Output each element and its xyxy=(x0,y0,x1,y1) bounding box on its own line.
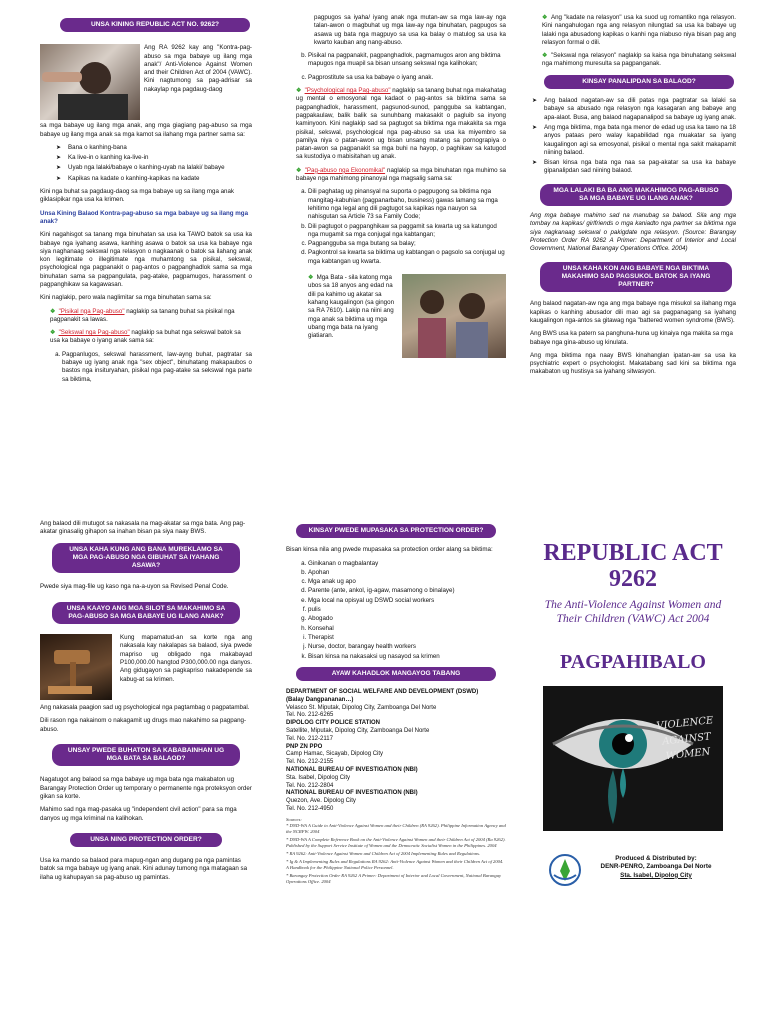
produced-by-label: Produced & Distributed by: xyxy=(615,854,697,862)
list-item: a. Pagpanlugos, sekswal harassment, law-ayng buhat, pagtratar sa babaye ug iyang anak nga "sex object", binuhatang makapaubos o bastos nga insituryahan, pisikal nga pag-atake sa sekswal nga parte sa biktima, xyxy=(62,351,252,384)
woman-portrait-photo xyxy=(40,44,140,120)
sexual-abuse-list xyxy=(40,351,252,384)
intro-paragraph-right: Ang RA 9262 kay ang "Kontra-pag-abuso sa mga babaye ug ilang mga anak"/ Anti-Violence Against Women and their Children Act of 2004 (VAWC). Kini nagtumong sa pag-adrisar sa nakaylap nga pagdaug-daog xyxy=(144,44,252,93)
list-item: ➤ Uyab nga lalaki/babaye o kanhing-uyab na lalaki/ babaye xyxy=(68,164,252,172)
bws-paragraph-1: Ang balaod nagatan-aw nga ang mga babaye nga misukol sa ilahang mga kapikas o kanhing abusador dili mao agi sa pagpanagang sa iyahang kaugalingon nga-antos sa gitawag nga "battered women syndrome (BWS). xyxy=(530,300,736,324)
list-item: ➤ Ka live-in o kanhing ka-live-in xyxy=(68,154,252,162)
sources-block xyxy=(286,817,506,885)
physical-abuse-bullet xyxy=(40,308,252,325)
economic-abuse-term: "Pag-abuso nga Ekonomikal" xyxy=(304,166,386,174)
panel-3 xyxy=(530,14,736,382)
panel-2 xyxy=(286,14,506,364)
diamond-bullet-icon: ❖ xyxy=(296,166,302,174)
economic-abuse-list xyxy=(286,188,506,266)
source-item: * Ig & A Implementing Rules and Regulations RA 9262: Anti-Violence Against Women and their Children Act of 2004. A Handbook for the Philippine National Police Personnel. xyxy=(286,858,504,870)
agency-directory xyxy=(286,689,506,814)
psychological-abuse-term: "Psychological nga Pag-abuso" xyxy=(304,87,391,95)
list-item: ➤ Ang balaod nagatan-aw sa dili patas nga pagtratar sa lalaki sa babaye sa abusado nga relasyon nga kasagaran ang babaye ang apa-alaot. Busa, ang balaod nagapanalipod sa babaye ug iyang anak. xyxy=(544,97,736,122)
agency-name: PNP ZN PPO xyxy=(286,743,323,750)
physical-abuse-text: naglakip sa tanang buhat sa pisikal nga pagpanakit sa lawas. xyxy=(50,307,235,323)
eye-illustration xyxy=(543,686,723,831)
economic-abuse-text: naglakip sa mga binuhatan nga muhimo sa babaye nga mahimong pinanoyal nga magsalig sama sa: xyxy=(296,166,506,183)
no-excuse-text: Dili rason nga nakainom o nakagamit ug drugs mao nakahimo sa pagpang-abuso. xyxy=(40,717,247,733)
cover-pamphlet-label: PAGPAHIBALO xyxy=(560,650,706,673)
agency-nbi-2 xyxy=(286,790,506,813)
source-item: * RA 9262: Anti-Violence Against Women and Children Act of 2004 Implementing Rules and Regulations. xyxy=(286,850,481,856)
list-item: f. pulis xyxy=(308,606,506,614)
section-header-who-can-file: KINSAY PWEDE MUPASAKA SA PROTECTION ORDER? xyxy=(296,524,496,538)
diamond-bullet-icon: ❖ xyxy=(542,14,548,21)
sexual-abuse-term: "Sekswal nga Pag-abuso" xyxy=(58,329,130,337)
section-header-what-can-victims-do: UNSAY PWEDE BUHATON SA KABABAINHAN UG MGA BATA SA BALAOD? xyxy=(52,744,240,766)
list-item: c. Pagprostitute sa usa ka babaye o iyang anak. xyxy=(308,74,506,82)
diamond-bullet-icon: ❖ xyxy=(542,52,548,60)
agency-tel: Tel. No. 212-2155 xyxy=(286,759,334,766)
agency-dswd xyxy=(286,689,506,720)
includes-paragraph: Kini naglakip, pero wala naglimitar sa mga binuhatan sama sa: xyxy=(40,294,212,302)
agency-address: Velasco St. Miputak, Dipolog City, Zamboanga Del Norte xyxy=(286,704,437,711)
counseling-text: Ang nakasala paagion sad ug psychological nga pagtambag o pagpatambal. xyxy=(40,704,250,712)
sources-label: Sources: xyxy=(286,816,302,822)
agency-name: DIPOLOG CITY POLICE STATION xyxy=(286,720,381,727)
children-photo xyxy=(402,274,506,358)
economic-abuse-bullet xyxy=(286,167,506,184)
list-item: e. Mga local na opisyal ug DSWD social workers xyxy=(308,597,506,605)
bws-paragraph-3: Ang mga biktima nga naay BWS kinahanglan ipatan-aw sa usa ka psychiatric expert o psychologist. Makatabang sad kini sa biktima nga makabaton ug hustisya sa iyahang sitwasyon. xyxy=(530,351,736,376)
diamond-bullet-icon: ❖ xyxy=(50,329,56,337)
diamond-bullet-icon: ❖ xyxy=(308,274,314,282)
partners-list xyxy=(54,144,252,183)
eye-text-line: AGAINST xyxy=(661,730,712,747)
list-item: k. Bisan kinsa na nakasaksi ug nasayod sa krimen xyxy=(308,653,506,661)
who-can-file-intro: Bisan kinsa nila ang pwede mupasaka sa protection order alang sa biktima: xyxy=(286,546,493,554)
section-header-self-defense: UNSA KAHA KON ANG BABAYE NGA BIKTIMA MAKAHIMO SAD PAGSUKOL BATOK SA IYANG PARTNER? xyxy=(540,262,732,293)
agency-pnp xyxy=(286,744,506,767)
source-item: * Barangay Protection Order RA 9262 A Primer: Department of Interior and Local Government, National Barangay Operations Office. 2004 xyxy=(286,872,502,884)
dating-definition xyxy=(530,14,736,47)
children-text: - sila katong mga ubos sa 18 anyos ang edad na dili pa kahimo ug akatar sa kahang kaugalingon (sa gingon sa RA 7610). Lakip na niini ang mga anak sa biktima ug mga ubang mga bata na iyang giatiaran. xyxy=(308,274,395,340)
section-header-penalties: UNSA KAAYO ANG MGA SILOT SA MAKAHIMO SA PAG-ABUSO SA MGA BABAYE UG ILANG ANAK? xyxy=(52,602,240,624)
section-header-can-women-abuse: MGA LALAKI BA BA ANG MAKAHIMOG PAG-ABUSO SA MGA BABAYE UG ILANG ANAK? xyxy=(540,184,732,206)
list-item: ➤ Ang mga biktima, mga bata nga menor de edad ug usa ka tawo na 18 anyos pataas pero walay kapabilidad nga muakatar sa iyang kaugalingon agi sa emosyonal, pisikal o mental nga sakit makapamit niining balaod. xyxy=(544,124,736,157)
list-item: ➤ Kapikas na kadate o kanhing-kapikas na kadate xyxy=(68,175,252,183)
who-can-file-list xyxy=(286,560,506,661)
list-item: c. Mga anak ug apo xyxy=(308,578,506,586)
list-item: ➤ Bisan kinsa nga bata nga naa sa pag-akatar sa usa ka babaye gipanalipdan sad niining balaod. xyxy=(544,159,736,176)
producer-location: Sta. Isabel, Dipolog City xyxy=(620,871,692,879)
list-item: d. Pagkontrol sa kwarta sa biktima ug kabtangan o pagsolo sa conjugal ug mga kabtangan ug kwarta. xyxy=(308,249,506,266)
agency-nbi-1 xyxy=(286,767,506,790)
sexual-abuse-list-cont xyxy=(286,52,506,82)
agency-tel: Tel. No. 212-4950 xyxy=(286,805,334,812)
denr-logo-icon xyxy=(548,853,582,887)
husband-complaint-text: Pwede siya mag-file ug kaso nga na-a-uyon sa Revised Penal Code. xyxy=(40,583,229,591)
cover-subtitle: The Anti-Violence Against Women and Their Children (VAWC) Act 2004 xyxy=(544,598,722,626)
agency-tel: Tel. No. 212-6265 xyxy=(286,712,334,719)
sexual-relation-text: "Sekswal nga relasyon" naglakip sa kaisa nga binuhatang sekswal nga mahimong muresulta sa pagpanganak. xyxy=(542,52,736,68)
sexual-abuse-bullet xyxy=(40,329,252,346)
agency-name: DEPARTMENT OF SOCIAL WELFARE AND DEVELOPMENT (DSWD) xyxy=(286,689,479,696)
list-item: i. Therapist xyxy=(308,634,506,642)
civil-action-text: Mahimo sad nga mag-pasaka ug "independent civil action" para sa mga danyos ug mga kriminal na kalihokan. xyxy=(40,806,237,822)
eye-text-line: VIOLENCE xyxy=(655,714,714,732)
subheading-what-law: Unsa Kining Balaod Kontra-pag-abuso sa mga babaye ug sa ilang mga anak? xyxy=(40,209,249,225)
eye-text-line: WOMEN xyxy=(665,746,711,762)
children-bullet xyxy=(286,274,396,340)
agency-address: Sta. Isabel, Dipolog City xyxy=(286,774,351,781)
list-item: b. Apohan xyxy=(308,569,506,577)
cover-title-line-1: REPUBLIC ACT xyxy=(543,540,723,566)
list-item: b. Pisikal na pagpanakit, pagpanghadlok, pagmamugos aron ang biktima mapugos nga muapil sa bisan unsang sekswal nga kalihokan; xyxy=(308,52,506,69)
dating-text: Ang "kadate na relasyon" usa ka suod ug romantiko nga relasyon. Kini nangahulogan nga ang relasyon nilungtad sa usa ka babaye ug lalaki nga abusadong kapikas o kanhi nga niabuso niya bisan pag ang relasyon formal o dili. xyxy=(542,14,736,46)
agency-address: Quezon, Ave. Dipolog City xyxy=(286,798,356,805)
agency-tel: Tel. No. 212-2117 xyxy=(286,735,333,742)
definition-paragraph: Kini nagahisgot sa tanang mga binuhatan sa usa ka TAWO batok sa usa ka babaye nga iyahang asawa, kanhing asawa o batok sa usa ka babaye nga siya naghanaag sekswal nga relasyon o nagkaanak o batok sa ilahang anak kon legitimate o illegitimate nga muhamtong sa pisikal, sekswal, psychological nga pagpanakit o pag-antos o pagpanghadlok sama sa mga binuhatan sama sa pagpangulata, pag-atake, pagpamugos, harassment o pagpanghikaw sa kagawasan. xyxy=(40,231,252,288)
agency-sub: (Balay Dangpananan…) xyxy=(286,696,354,703)
agency-police xyxy=(286,720,506,743)
diamond-bullet-icon: ❖ xyxy=(296,87,302,95)
agency-name: NATIONAL BUREAU OF INVESTIGATION (NBI) xyxy=(286,790,418,797)
agency-tel: Tel. No. 212-2804 xyxy=(286,782,334,789)
panel-1 xyxy=(40,18,252,389)
portrait-illustration xyxy=(40,44,140,120)
panel-6-cover xyxy=(536,540,730,893)
list-item: ➤ Bana o kanhing-bana xyxy=(68,144,252,152)
panel-5 xyxy=(286,524,506,884)
children-illustration xyxy=(402,274,506,358)
section-header-who-protected: KINSAY PANALIPDAN SA BALAOD? xyxy=(544,75,734,89)
crime-paragraph: Kini nga buhat sa pagdaug-daog sa mga babaye ug sa ilang mga anak giklasipikar nga usa ka krimen. xyxy=(40,188,235,204)
list-item: a. Ginikanan o magbalantay xyxy=(308,560,506,568)
panel-4 xyxy=(40,520,252,887)
custody-paragraph: Ang balaod dili mutugot sa nakasala na mag-akatar sa mga bata. Ang pag-akatar ginasalig gihapon sa inahan bisan pa siya naay BWS. xyxy=(40,520,246,536)
diamond-bullet-icon: ❖ xyxy=(50,307,56,315)
sexual-abuse-text: naglakip sa buhat nga sekswal batok sa usa ka babaye o iyang anak sama sa: xyxy=(50,329,241,345)
women-liable-paragraph: Ang mga babaye mahimo sad na manubag sa balaod. Sila ang mga tombay na kapikas/ girlfriends o mga kaniadto nga partner sa biktima nga siya nagkanaag sekswal o pakigdate nga relasyon. (Source: Barangay Protection Order RA 9262 A Primer: Department of Interior and Local Government, National Barangay Operations Office. 2004) xyxy=(530,212,736,253)
list-item: j. Nurse, doctor, barangay health workers xyxy=(308,643,506,651)
eye-overlay-text xyxy=(656,713,718,765)
list-item: g. Abogado xyxy=(308,615,506,623)
producer-block xyxy=(536,853,730,893)
cover-title-line-2: 9262 xyxy=(609,566,657,593)
psychological-abuse-text: naglakip sa tanang buhat nga makahatag ug mental o emosyonal nga kadaot o pag-antos sa biktima sama sa pagpanghadlok, harassment, pagsunod-sunod, pangguba sa kabtangan, pagpakaulaw, balik balik sa sunuhbang makasakit o pagluib sa inyong kaminyoon. Kini naglakip sad sa pagtugot sa biktima nga makakita sa mga pisikal, sekswal, psychological nga pag-abuso sa usa ka miyembro sa pamilya niya o patan-awon ug bisan unsang matang sa pornograpiya o patan-awon sa pagpanakit sa mga buhi na hayop, o paghikaw sa katugod sa kustodiya o mabisitahan ug anak. xyxy=(296,87,506,161)
gavel-photo xyxy=(40,634,112,700)
agency-name: NATIONAL BUREAU OF INVESTIGATION (NBI) xyxy=(286,767,418,773)
list-item: b. Dili pagtugot o pagpanghikaw sa paggamit sa kwarta ug sa katungod nga mugamit sa mga conjugal nga kabtangan; xyxy=(308,223,506,240)
protected-list xyxy=(530,97,736,176)
intro-paragraph-cont: sa mga babaye ug ilang mga anak, ang mga giagiang pag-abuso sa mga babaye ug ilang mga anak sa mga kamot sa ilahang mga partner sama sa: xyxy=(40,122,252,138)
section-header-ask-help: AYAW KAHADLOK MANGAYOG TABANG xyxy=(296,667,496,681)
list-item: h. Konsehal xyxy=(308,625,506,633)
source-item: * DND-WA A Guide to Anti-Violence Against Women and their Children (RA 9262). Philippine Information Agency and the NCRFW. 2004 xyxy=(286,822,506,834)
continued-text: pagpugos sa iyaha/ iyang anak nga mutan-aw sa mga law-ay nga talan-awon o magbuhat ug mga law-ay nga binuhatan, pagpugos sa asawa ug bata nga magpuyo sa usa ka balay o matulog sa usa ka kwarto kauban ang nang-abuso. xyxy=(314,14,506,46)
section-header-husband-complaint: UNSA KAHA KUNG ANG BANA MUREKLAMO SA MGA PAG-ABUSO NGA GIBUHAT SA IYAHANG ASAWA? xyxy=(52,543,240,574)
producer-office: DENR-PENRO, Zamboanga Del Norte xyxy=(600,863,712,871)
children-label: Mga Bata xyxy=(316,274,344,282)
agency-address: Satellite, Miputak, Dipolog City, Zamboanga Del Norte xyxy=(286,728,430,735)
list-item: c. Pagpangguba sa mga butang sa balay; xyxy=(308,240,506,248)
source-item: * DND-WA A Complete Reference Book on the Anti-Violence Against Women and their Children Act of 2004 (Ra 9262). Published by the Support Service Institute of Women and the Democratic Socialist Women in the Philippines. 2004 xyxy=(286,836,506,848)
list-item: d. Parente (ante, ankol, ig-agaw, masamong o binalaye) xyxy=(308,587,506,595)
protection-order-definition: Usa ka mando sa balaod para mapug-ngan ang dugang pa nga pamintas batok sa mga babaye ug iyang anak. Kini adunay tumong nga matagaan sa ilaha ug kahupayan sa pag-abuso ug pamintas. xyxy=(40,857,248,881)
list-item: a. Dili paghatag ug pinansyal na suporta o pagpugong sa biktima nga mangitag-kabuhian (pagpanarbaho, business) gawas lamang sa mga lehitimo nga legal ang dili pagtugot sa kapikas nga nauyon sa nahisgutan sa Article 73 sa Family Code; xyxy=(308,188,506,221)
physical-abuse-term: "Pisikal nga Pag-abuso" xyxy=(58,307,125,315)
section-header-protection-order: UNSA NING PROTECTION ORDER? xyxy=(70,833,222,847)
protection-order-text: Nagatugot ang balaod sa mga babaye ug mga bata nga makabaton ug Barangay Protection Order ug temporary o permanente nga proteksyon order gikan sa korte. xyxy=(40,776,252,801)
penalty-text: Kung mapamatud-an sa korte nga ang nakasala kay nakalapas sa balaod, siya pwede mapriso ug obligado nga makabayad P100,000.00 hangtod P300,000.00 nga danyos. Ang gidugayon sa pagkapriso nakadepende sa kabug-at sa krimen. xyxy=(120,634,252,683)
gavel-illustration xyxy=(40,634,112,700)
agency-address: Camp Hamac, Sicayab, Dipolog City xyxy=(286,751,384,758)
section-header-what-is-ra: UNSA KINING REPUBLIC ACT NO. 9262? xyxy=(60,18,250,32)
sexual-relation-definition xyxy=(530,52,736,69)
psychological-abuse-bullet xyxy=(286,87,506,162)
bws-paragraph-2: Ang BWS usa ka patern sa panghuna-huna ug kinaiya nga makita sa mga babaye nga gina-abuso ug kinulata. xyxy=(530,330,733,346)
